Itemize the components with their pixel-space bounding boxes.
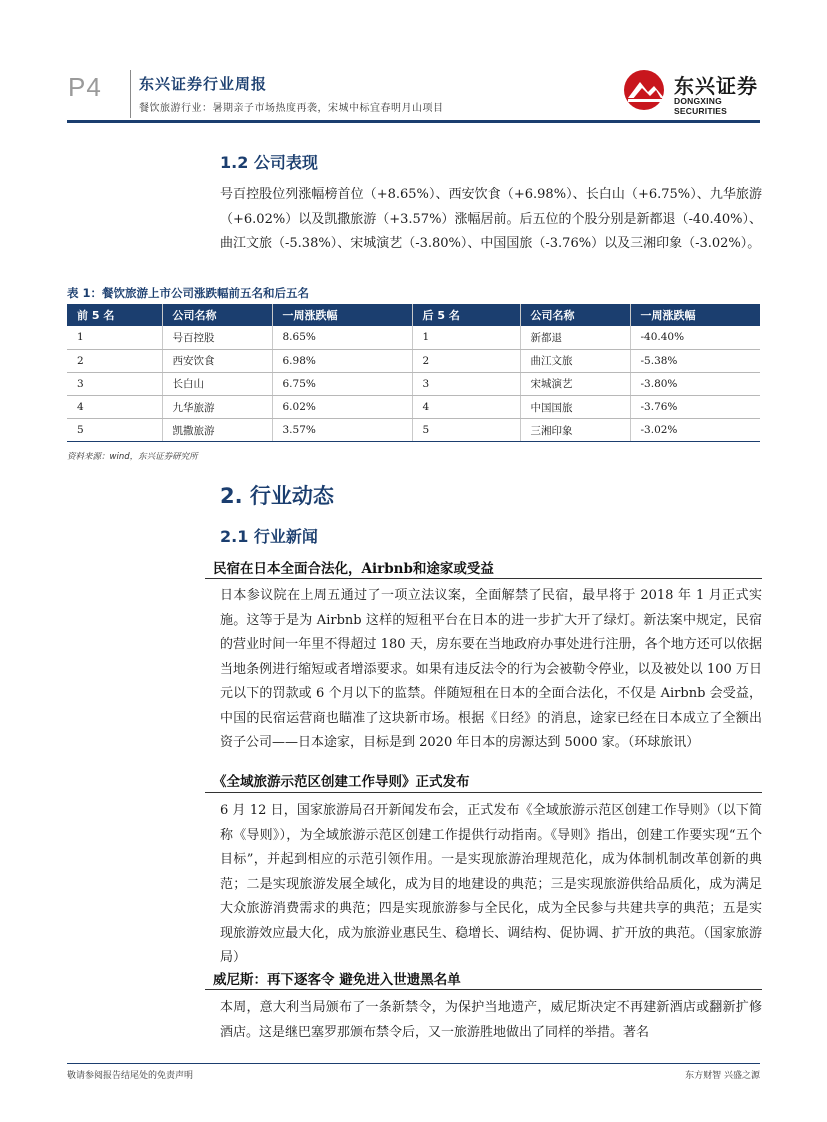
news-body-2: 6 月 12 日，国家旅游局召开新闻发布会，正式发布《全域旅游示范区创建工作导则》（以下简称《导则》），为全域旅游示范区创建工作提供行动指南。《导则》指出，创建工作要实现“五个目标”，并起到相应的示范引领作用。一是实现旅游治理规范化，成为体制机制改革创新的典范；二是实现旅游发展全域化，成为目的地建设的典范；三是实现旅游供给品质化，成为满足大众旅游消费需求的典范；四是实现旅游参与全民化，成为全民参与共建共享的典范；五是实现旅游效应最大化，成为旅游业惠民生、稳增长、调结构、促协调、扩开放的典范。（国家旅游局） [220,803,762,965]
news-title-rule [205,578,762,579]
table-header-row [67,304,760,326]
footer-disclaimer: 敬请参阅报告结尾处的免责声明 [67,1071,194,1081]
table-header-cell: 公司名称 [520,304,630,326]
table-cell: 新都退 [520,326,630,349]
table-row [67,372,760,395]
table-header-cell: 一周涨跌幅 [272,304,412,326]
table-cell: 5 [67,419,162,442]
table-cell: -5.38% [630,349,760,372]
table-row [67,419,760,442]
table-header-cell: 一周涨跌幅 [630,304,760,326]
header-rule [67,120,760,123]
table-cell: 4 [412,396,520,419]
table-cell: 6.02% [272,396,412,419]
performance-table [67,304,760,442]
news-title-1: 民宿在日本全面合法化，Airbnb和途家或受益 [213,561,494,577]
table-cell: 1 [67,326,162,349]
table-row [67,326,760,349]
table-cell: 九华旅游 [162,396,272,419]
table-cell: 6.98% [272,349,412,372]
page-number: P4 [68,72,102,102]
table-header-cell: 公司名称 [162,304,272,326]
table-cell: 三湘印象 [520,419,630,442]
table-source: 资料来源：wind，东兴证券研究所 [67,452,198,462]
table-cell: 中国国旅 [520,396,630,419]
header-divider [130,70,131,118]
news-title-rule [205,989,762,990]
table-row [67,396,760,419]
table-cell: 6.75% [272,372,412,395]
table-header-cell: 后 5 名 [412,304,520,326]
news-title-rule [205,792,762,793]
table-cell: -3.80% [630,372,760,395]
table-cell: 2 [412,349,520,372]
table-cell: 3 [412,372,520,395]
table-cell: 4 [67,396,162,419]
report-subtitle: 餐饮旅游行业：暑期亲子市场热度再袭，宋城中标宜春明月山项目 [139,103,444,114]
table-cell: 曲江文旅 [520,349,630,372]
table-cell: 3 [67,372,162,395]
table-header-cell: 前 5 名 [67,304,162,326]
table-cell: 2 [67,349,162,372]
logo-mark-icon [622,68,670,112]
table-cell: 长白山 [162,372,272,395]
logo-text-cn: 东兴证券 [674,74,758,98]
logo-text-en: DONGXING SECURITIES [674,96,728,116]
news-title-3: 威尼斯：再下逐客令 避免进入世遗黑名单 [213,972,461,988]
table-row [67,349,760,372]
table-cell: -3.76% [630,396,760,419]
table-cell: -3.02% [630,419,760,442]
table-cell: 3.57% [272,419,412,442]
table-cell: -40.40% [630,326,760,349]
table-cell: 西安饮食 [162,349,272,372]
news-title-2: 《全域旅游示范区创建工作导则》正式发布 [213,774,470,790]
table-cell: 8.65% [272,326,412,349]
footer-rule [67,1063,760,1064]
table-cell: 5 [412,419,520,442]
section-heading-1-2: 1.2 公司表现 [220,153,318,172]
footer-slogan: 东方财智 兴盛之源 [685,1071,760,1081]
news-body-3: 本周，意大利当局颁布了一条新禁令，为保护当地遗产，威尼斯决定不再建新酒店或翻新扩修酒店。这是继巴塞罗那颁布禁令后，又一旅游胜地做出了同样的举措。著名 [220,1000,762,1040]
section-heading-2-1: 2.1 行业新闻 [220,527,318,546]
company-logo [622,68,762,116]
table-cell: 宋城演艺 [520,372,630,395]
table-cell: 凯撒旅游 [162,419,272,442]
report-title: 东兴证券行业周报 [139,75,268,93]
news-body-1: 日本参议院在上周五通过了一项立法议案，全面解禁了民宿，最早将于 2018 年 1 月正式实施。这等于是为 Airbnb 这样的短租平台在日本的进一步扩大开了绿灯。新法案中规定，民宿的营业时间一年里不得超过 180 天，房东要在当地政府办事处进行注册，各个地方还可以依据当地条例进行缩短或者增添要求。如果有违反法令的行为会被勒令停业，以及被处以 100 万日元以下的罚款或 6 个月以下的监禁。伴随短租在日本的全面合法化，不仅是 Airbnb 会受益，中国的民宿运营商也瞄准了这块新市场。根据《日经》的消息，途家已经在日本成立了全额出资子公司——日本途家，目标是到 2020 年日本的房源达到 5000 家。（环球旅讯） [220,588,762,750]
table-caption: 表 1：餐饮旅游上市公司涨跌幅前五名和后五名 [67,286,310,300]
section-1-2-paragraph: 号百控股位列涨幅榜首位（+8.65%）、西安饮食（+6.98%）、长白山（+6.75%）、九华旅游（+6.02%）以及凯撒旅游（+3.57%）涨幅居前。后五位的个股分别是新都退（-40.40%）、曲江文旅（-5.38%）、宋城演艺（-3.80%）、中国国旅（-3.76%）以及三湘印象（-3.02%）。 [220,187,762,251]
table-cell: 号百控股 [162,326,272,349]
section-heading-2: 2. 行业动态 [220,484,334,508]
table-cell: 1 [412,326,520,349]
